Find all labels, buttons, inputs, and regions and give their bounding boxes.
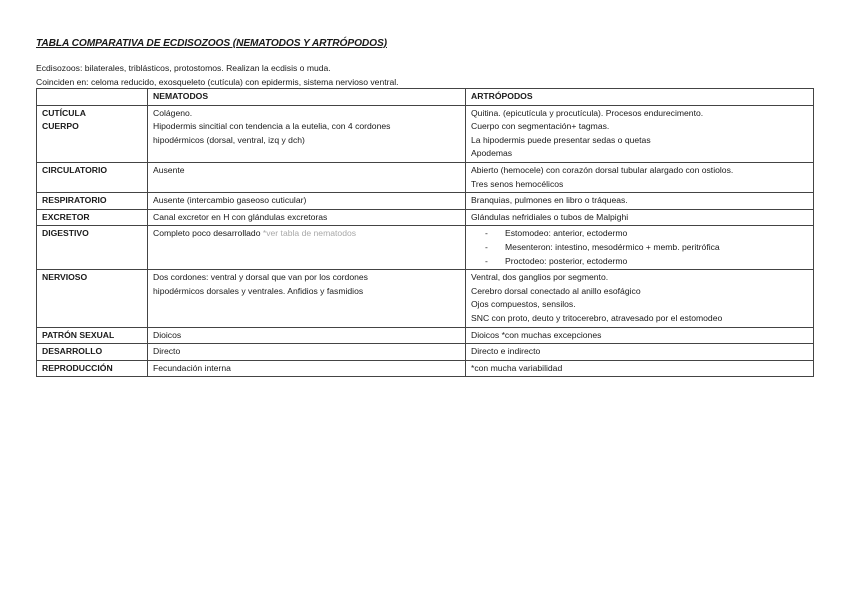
table-row (37, 270, 814, 327)
cell-line: Ventral, dos ganglios por segmento. (471, 272, 609, 283)
table-row (37, 162, 814, 192)
cell-line: Cuerpo con segmentación+ tagmas. (471, 121, 610, 132)
nematodos-cell (148, 327, 466, 344)
cell-line: Dioicos (153, 329, 182, 340)
digestivo-note: *ver tabla de nematodos (262, 228, 357, 239)
table-row (37, 226, 814, 270)
row-label (37, 105, 148, 162)
artropodos-cell (466, 344, 814, 361)
row-label (37, 193, 148, 210)
cell-line: Dos cordones: ventral y dorsal que van por los cordones (153, 272, 368, 283)
row-label (37, 162, 148, 192)
nematodos-cell (148, 193, 466, 210)
dash-bullet: - (485, 228, 488, 239)
header-artropodos: ARTRÓPODOS (466, 89, 814, 106)
list-item (485, 227, 808, 241)
dash-bullet: - (485, 255, 488, 266)
cell-line: La hipodermis puede presentar sedas o quetas (471, 134, 651, 145)
cell-line: Abierto (hemocele) con corazón dorsal tubular alargado con ostiolos. (471, 164, 734, 175)
cell-line: Glándulas nefridiales o tubos de Malpighi (471, 211, 629, 222)
row-label (37, 209, 148, 226)
table-row (37, 360, 814, 377)
nematodos-cell (148, 360, 466, 377)
nematodos-cell (148, 162, 466, 192)
list-item (485, 255, 808, 269)
artropodos-cell (466, 105, 814, 162)
cell-line: hipodérmicos dorsales y ventrales. Anfidios y fasmidios (153, 285, 364, 296)
nematodos-cell (148, 105, 466, 162)
row-label (37, 360, 148, 377)
cell-line: Fecundación interna (153, 362, 231, 373)
header-empty-cell (37, 89, 148, 106)
artropodos-cell (466, 209, 814, 226)
cell-line (153, 227, 460, 241)
artropodos-cell (466, 270, 814, 327)
row-label-line: CUERPO (42, 121, 79, 132)
row-label (37, 226, 148, 270)
row-label (37, 327, 148, 344)
cell-line: Ausente (153, 164, 185, 175)
list-item (485, 241, 808, 255)
row-label-line: RESPIRATORIO (42, 195, 107, 206)
cell-line: Apodemas (471, 148, 513, 159)
nematodos-cell (148, 209, 466, 226)
row-label-line: REPRODUCCIÓN (42, 362, 113, 373)
row-label (37, 344, 148, 361)
cell-line: Ausente (intercambio gaseoso cuticular) (153, 195, 307, 206)
artropodos-cell (466, 360, 814, 377)
row-label-line: EXCRETOR (42, 211, 90, 222)
list-item-text: Proctodeo: posterior, ectodermo (505, 255, 628, 266)
cell-line: Branquias, pulmones en libro o tráqueas. (471, 195, 628, 206)
cell-line: SNC con proto, deuto y tritocerebro, atravesado por el estomodeo (471, 312, 723, 323)
table-row (37, 209, 814, 226)
cell-line: Ojos compuestos, sensilos. (471, 299, 576, 310)
cell-line: Canal excretor en H con glándulas excretoras (153, 211, 328, 222)
intro-line-coinciden: Coinciden en: celoma reducido, exosqueleto (cutícula) con epidermis, sistema nervioso ventral. (36, 77, 399, 87)
cell-line: Tres senos hemocélicos (471, 178, 564, 189)
table-row (37, 344, 814, 361)
row-label-line: NERVIOSO (42, 272, 88, 283)
cell-line: hipodérmicos (dorsal, ventral, izq y dch) (153, 134, 305, 145)
list-item-text: Estomodeo: anterior, ectodermo (505, 228, 628, 239)
list-item-text: Mesenteron: intestino, mesodérmico + memb. peritrófica (505, 241, 720, 252)
row-label-line: DESARROLLO (42, 346, 103, 357)
row-label-line: CUTÍCULA (42, 107, 86, 118)
cell-line: Colágeno. (153, 107, 193, 118)
row-label-line: CIRCULATORIO (42, 164, 108, 175)
intro-line-ecdisozoos: Ecdisozoos: bilaterales, triblásticos, protostomos. Realizan la ecdisis o muda. (36, 63, 331, 73)
table-header-row (37, 89, 814, 106)
artropodos-cell (466, 162, 814, 192)
nematodos-cell (148, 344, 466, 361)
header-nematodos: NEMATODOS (148, 89, 466, 106)
artropodos-cell (466, 226, 814, 270)
cell-line: *con mucha variabilidad (471, 362, 563, 373)
table-row (37, 193, 814, 210)
document-title: TABLA COMPARATIVA DE ECDISOZOOS (NEMATODOS Y ARTRÓPODOS) (36, 38, 387, 49)
cell-line: Directo (153, 346, 181, 357)
cell-line: Directo e indirecto (471, 346, 541, 357)
digestivo-main-text: Completo poco desarrollado (153, 228, 261, 239)
row-label-line: PATRÓN SEXUAL (42, 329, 115, 340)
nematodos-cell (148, 270, 466, 327)
dash-bullet: - (485, 241, 488, 252)
digestivo-list (471, 227, 808, 268)
cell-line: Dioicos *con muchas excepciones (471, 329, 602, 340)
comparison-table (36, 88, 814, 377)
row-label-line: DIGESTIVO (42, 228, 89, 239)
nematodos-cell (148, 226, 466, 270)
row-label (37, 270, 148, 327)
table-row (37, 327, 814, 344)
artropodos-cell (466, 327, 814, 344)
cell-line: Quitina. (epicutícula y procutícula). Procesos endurecimento. (471, 107, 704, 118)
cell-line: Cerebro dorsal conectado al anillo esofágico (471, 285, 641, 296)
cell-line: Hipodermis sincitial con tendencia a la eutelia, con 4 cordones (153, 121, 391, 132)
table-row (37, 105, 814, 162)
artropodos-cell (466, 193, 814, 210)
